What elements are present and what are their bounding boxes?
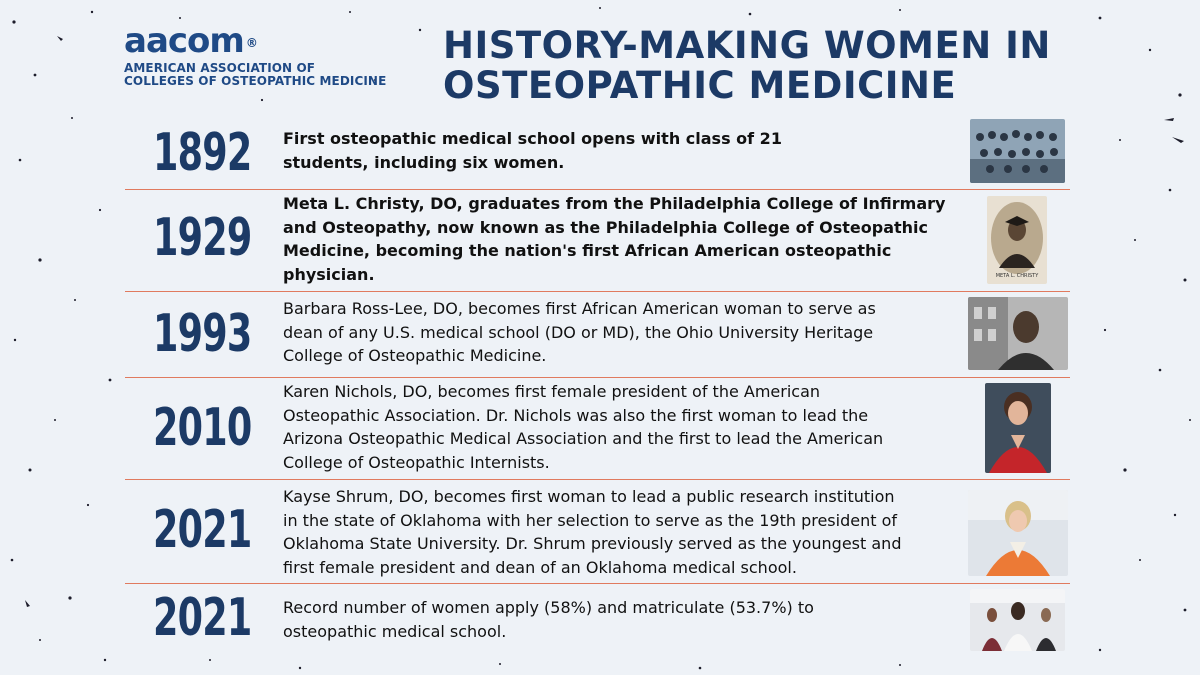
entry-year: 1892 (153, 123, 252, 183)
page-title (443, 26, 1083, 106)
class-photo (970, 119, 1065, 183)
timeline-entry-1892 (125, 118, 1070, 188)
entry-description: Kayse Shrum, DO, becomes first woman to lead a public research institution in the state of Oklahoma with her selection to serve as the 19th president of Oklahoma State University. Dr. Shrum previously served as the youngest and first female president and dean of an Oklahoma medical school. (283, 487, 902, 577)
timeline-entry-1929 (125, 190, 1070, 290)
entry-year: 1929 (153, 208, 252, 268)
entry-description: Meta L. Christy, DO, graduates from the Philadelphia College of Infirmary and Osteopathy, now known as the Philadelphia College of Osteopathic Medicine, becoming the nation's first African American osteopathic physician. (283, 194, 946, 284)
page-title-line-2: OSTEOPATHIC MEDICINE (443, 64, 957, 107)
entry-description: Barbara Ross-Lee, DO, becomes first African American woman to serve as dean of any U.S. medical school (DO or MD), the Ohio University Heritage College of Osteopathic Medicine. (283, 299, 876, 365)
timeline-entry-2010 (125, 378, 1070, 478)
women-students-photo (970, 589, 1065, 651)
barbara-ross-lee-portrait (968, 297, 1068, 370)
entry-description: Record number of women apply (58%) and matriculate (53.7%) to osteopathic medical school. (283, 598, 814, 641)
logo-subtitle (124, 62, 386, 88)
timeline-entry-2021-shrum (125, 480, 1070, 583)
entry-year: 2010 (153, 398, 252, 458)
timeline-entry-1993 (125, 292, 1070, 376)
karen-nichols-portrait (985, 383, 1051, 473)
photo-caption: META L. CHRISTY (995, 273, 1039, 279)
logo-subtitle-line-2: COLLEGES OF OSTEOPATHIC MEDICINE (124, 74, 387, 88)
meta-christy-portrait (987, 196, 1047, 284)
entry-description: Karen Nichols, DO, becomes first female president of the American Osteopathic Association. Dr. Nichols was also the first woman to lead the Arizona Osteopathic Medical Association and the first to lead the American College of Osteopathic Internists. (283, 382, 884, 472)
timeline-entry-2021-record (125, 584, 1070, 654)
entry-year: 1993 (153, 304, 252, 364)
registered-mark: ® (245, 36, 257, 50)
kayse-shrum-portrait (968, 490, 1068, 576)
logo-wordmark: aacom ® (124, 21, 257, 61)
entry-year: 2021 (153, 500, 252, 560)
logo-subtitle-line-1: AMERICAN ASSOCIATION OF (124, 61, 316, 75)
aacom-logo[interactable] (124, 21, 387, 88)
entry-description: First osteopathic medical school opens with class of 21 students, including six women. (283, 129, 782, 172)
page-title-line-1: HISTORY-MAKING WOMEN IN (443, 24, 1051, 67)
entry-year: 2021 (153, 588, 252, 648)
